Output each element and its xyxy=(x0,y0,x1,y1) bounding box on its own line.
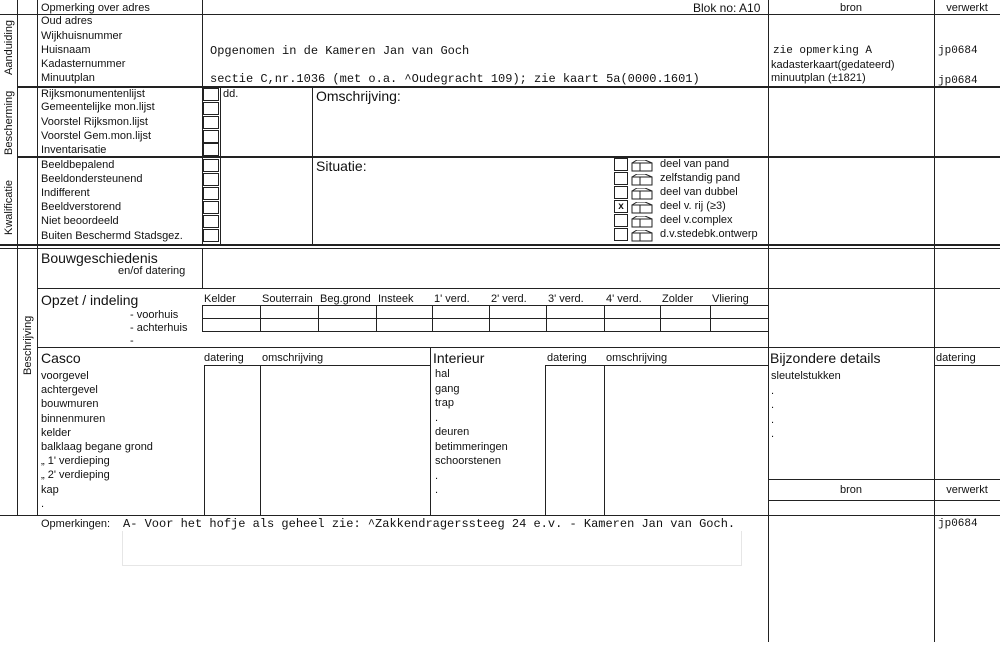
field-beeldverstorend: Beeldverstorend xyxy=(41,201,122,213)
casco-item: achtergevel xyxy=(41,384,98,397)
floor-header: Beg.grond xyxy=(320,293,371,305)
field-voorstel-gem: Voorstel Gem.mon.lijst xyxy=(41,130,152,142)
row-empty: - xyxy=(130,335,134,347)
floor-grid-row-line xyxy=(202,331,768,332)
situatie-type-label: deel van pand xyxy=(660,158,730,170)
checkbox-inventarisatie[interactable] xyxy=(203,143,219,156)
floor-grid-row-line xyxy=(202,318,768,319)
casco-col-1 xyxy=(204,365,205,515)
floor-grid-col-line xyxy=(489,305,490,331)
bouwgeschiedenis-divider xyxy=(202,248,203,288)
bijzondere-head-line xyxy=(934,365,1000,366)
bron-header-2: bron xyxy=(839,484,863,496)
field-gemeentelijke: Gemeentelijke mon.lijst xyxy=(41,101,155,113)
bijzondere-datering-header: datering xyxy=(936,352,976,364)
checkbox-gemeentelijke[interactable] xyxy=(203,102,219,115)
interieur-col-1 xyxy=(545,365,546,515)
situatie-type-label: d.v.stedebk.ontwerp xyxy=(660,228,758,240)
floor-header: 2' verd. xyxy=(491,293,527,305)
interieur-omschrijving-header: omschrijving xyxy=(606,352,668,364)
floor-header: Insteek xyxy=(378,293,414,305)
opmerkingen-verwerkt: jp0684 xyxy=(938,518,978,530)
bijzondere-item: . xyxy=(771,428,775,440)
checkbox-rijksmonumentenlijst[interactable] xyxy=(203,88,219,101)
casco-item: kap xyxy=(41,483,59,496)
opmerkingen-value: A- Voor het hofje als geheel zie: ^Zakkendragerssteeg 24 e.v. - Kameren Jan van Goch. xyxy=(123,517,736,531)
casco-head-line xyxy=(204,365,430,366)
floor-grid-col-line xyxy=(432,305,433,331)
bescherming-label: Bescherming xyxy=(3,90,15,155)
floor-grid-col-line xyxy=(376,305,377,331)
situatie-type-label: deel v.complex xyxy=(660,214,733,226)
floor-header: Souterrain xyxy=(262,293,313,305)
interieur-item: deuren xyxy=(435,426,470,438)
field-oud-adres: Oud adres xyxy=(41,15,93,27)
checkbox-buiten-beschermd[interactable] xyxy=(203,229,219,242)
dd-label: dd. xyxy=(223,88,239,100)
casco-item: . xyxy=(41,497,45,510)
row-house-icon xyxy=(631,201,655,213)
floor-header: Vliering xyxy=(712,293,749,305)
aanduiding-label: Aanduiding xyxy=(3,19,15,75)
situatie-checkbox[interactable] xyxy=(614,186,628,199)
kwalificatie-bottom xyxy=(0,244,1000,246)
casco-item: balklaag begane grond xyxy=(41,441,153,453)
bron-header: bron xyxy=(839,2,863,14)
interieur-col-2 xyxy=(604,365,605,515)
situatie-type-label: zelfstandig pand xyxy=(660,172,741,184)
dd-column-right xyxy=(312,86,313,246)
checkbox-beeldbepalend[interactable] xyxy=(203,159,219,172)
floor-header: 3' verd. xyxy=(548,293,584,305)
casco-item: „ 1' verdieping xyxy=(41,455,110,468)
dd-column-left xyxy=(220,86,221,246)
situatie-checkbox[interactable] xyxy=(614,158,628,171)
casco-item: voorgevel xyxy=(41,370,89,382)
left-border xyxy=(17,0,18,515)
field-voorstel-rijks: Voorstel Rijksmon.lijst xyxy=(41,116,148,128)
casco-col-2 xyxy=(260,365,261,515)
floor-grid-col-line xyxy=(546,305,547,331)
field-buiten-beschermd: Buiten Beschermd Stadsgez. xyxy=(41,230,183,242)
label-column-border xyxy=(37,0,38,515)
row-achterhuis: - achterhuis xyxy=(130,322,188,334)
semi-detached-icon xyxy=(631,187,655,199)
situatie-checkbox[interactable] xyxy=(614,228,628,241)
checkbox-beeldondersteunend[interactable] xyxy=(203,173,219,186)
verwerkt-column-border xyxy=(934,0,935,642)
bijzondere-item: . xyxy=(771,399,775,411)
casco-title: Casco xyxy=(41,350,81,366)
situatie-checkbox[interactable] xyxy=(614,214,628,227)
floor-grid-col-line xyxy=(202,305,203,331)
situatie-label: Situatie: xyxy=(316,158,367,174)
floor-grid-col-line xyxy=(710,305,711,331)
bijzondere-item: sleutelstukken xyxy=(771,370,841,382)
floor-grid-row-line xyxy=(202,305,768,306)
checkbox-niet-beoordeeld[interactable] xyxy=(203,215,219,228)
floor-grid-col-line xyxy=(260,305,261,331)
opzet-title: Opzet / indeling xyxy=(41,292,139,308)
floor-grid-col-line xyxy=(604,305,605,331)
field-beeldondersteunend: Beeldondersteunend xyxy=(41,173,143,185)
field-minuutplan: Minuutplan xyxy=(41,72,95,84)
field-beeldbepalend: Beeldbepalend xyxy=(41,159,115,171)
interieur-head-line xyxy=(545,365,768,366)
situatie-checkbox[interactable] xyxy=(614,172,628,185)
bescherming-bottom xyxy=(17,156,1000,158)
verwerkt-1: jp0684 xyxy=(938,45,978,57)
interieur-item: . xyxy=(435,484,439,496)
bron-1: zie opmerking A xyxy=(773,45,873,57)
header-row-line xyxy=(0,14,1000,15)
floor-header: 4' verd. xyxy=(606,293,642,305)
situatie-type-label: deel van dubbel xyxy=(660,186,738,198)
bijzondere-title: Bijzondere details xyxy=(770,350,881,366)
opmerkingen-label: Opmerkingen: xyxy=(41,518,111,530)
field-niet-beoordeeld: Niet beoordeeld xyxy=(41,215,119,227)
interieur-item: hal xyxy=(435,368,450,380)
field-huisnaam: Huisnaam xyxy=(41,44,91,56)
bouwgeschiedenis-bottom xyxy=(37,288,1000,289)
casco-item: „ 2' verdieping xyxy=(41,469,110,482)
bouwgeschiedenis-title: Bouwgeschiedenis xyxy=(41,250,158,266)
bron-3: minuutplan (±1821) xyxy=(771,72,866,84)
field-inventarisatie: Inventarisatie xyxy=(41,144,107,156)
casco-item: bouwmuren xyxy=(41,398,99,411)
situatie-checkbox[interactable]: x xyxy=(614,200,628,213)
aanduiding-bottom xyxy=(17,86,1000,88)
casco-omschrijving-header: omschrijving xyxy=(262,352,324,364)
interieur-datering-header: datering xyxy=(547,352,587,364)
beschrijving-label: Beschrijving xyxy=(22,315,34,375)
checkbox-voorstel-rijks[interactable] xyxy=(203,116,219,129)
interieur-item: gang xyxy=(435,382,460,395)
row-voorhuis: - voorhuis xyxy=(130,309,179,321)
field-rijksmonumentenlijst: Rijksmonumentenlijst xyxy=(41,88,145,100)
floor-grid-col-line xyxy=(660,305,661,331)
verwerkt-header: verwerkt xyxy=(946,2,988,14)
bron-2: kadasterkaart(gedateerd) xyxy=(771,59,895,71)
omschrijving-label: Omschrijving: xyxy=(316,88,401,104)
casco-item: kelder xyxy=(41,426,71,439)
huisnaam-value: Opgenomen in de Kameren Jan van Goch xyxy=(210,44,470,58)
field-kadasternummer: Kadasternummer xyxy=(41,58,126,70)
interieur-item: . xyxy=(435,411,439,424)
standalone-building-icon xyxy=(631,173,655,185)
bron2-top xyxy=(768,479,1000,480)
checkbox-indifferent[interactable] xyxy=(203,187,219,200)
interieur-item: . xyxy=(435,469,439,482)
casco-datering-header: datering xyxy=(204,352,244,364)
field-wijkhuisnummer: Wijkhuisnummer xyxy=(41,30,123,42)
datering-label: en/of datering xyxy=(118,265,186,277)
bron2-bottom xyxy=(768,500,1000,501)
field-indifferent: Indifferent xyxy=(41,187,90,199)
kwalificatie-bottom-double xyxy=(0,248,1000,249)
opmerkingen-paper-strip xyxy=(122,531,742,566)
complex-icon xyxy=(631,215,655,227)
floor-grid-col-line xyxy=(768,305,769,331)
bijzondere-item: . xyxy=(771,413,775,426)
opzet-bottom xyxy=(37,347,1000,348)
urban-design-icon xyxy=(631,229,655,241)
pand-part-icon xyxy=(631,159,655,171)
blok-number: Blok no: A10 xyxy=(693,1,761,15)
checkbox-voorstel-gem[interactable] xyxy=(203,130,219,143)
kwalificatie-label: Kwalificatie xyxy=(3,179,15,235)
interieur-item: trap xyxy=(435,397,454,409)
interieur-item: betimmeringen xyxy=(435,440,508,453)
verwerkt-header-2: verwerkt xyxy=(946,484,988,496)
floor-header: 1' verd. xyxy=(434,293,470,305)
beschrijving-bottom xyxy=(0,515,1000,516)
verwerkt-2: jp0684 xyxy=(938,75,978,87)
bijzondere-item: . xyxy=(771,384,775,397)
floor-header: Zolder xyxy=(662,293,694,305)
floor-grid-col-line xyxy=(318,305,319,331)
checkbox-beeldverstorend[interactable] xyxy=(203,201,219,214)
casco-interieur-divider xyxy=(430,347,431,515)
interieur-title: Interieur xyxy=(433,350,485,366)
floor-header: Kelder xyxy=(204,293,236,305)
field-opmerking-adres: Opmerking over adres xyxy=(41,2,150,14)
kadaster-value: sectie C,nr.1036 (met o.a. ^Oudegracht 109); zie kaart 5a(0000.1601) xyxy=(210,72,700,86)
situatie-type-label: deel v. rij (≥3) xyxy=(660,200,726,212)
casco-item: binnenmuren xyxy=(41,412,106,425)
interieur-item: schoorstenen xyxy=(435,455,502,467)
